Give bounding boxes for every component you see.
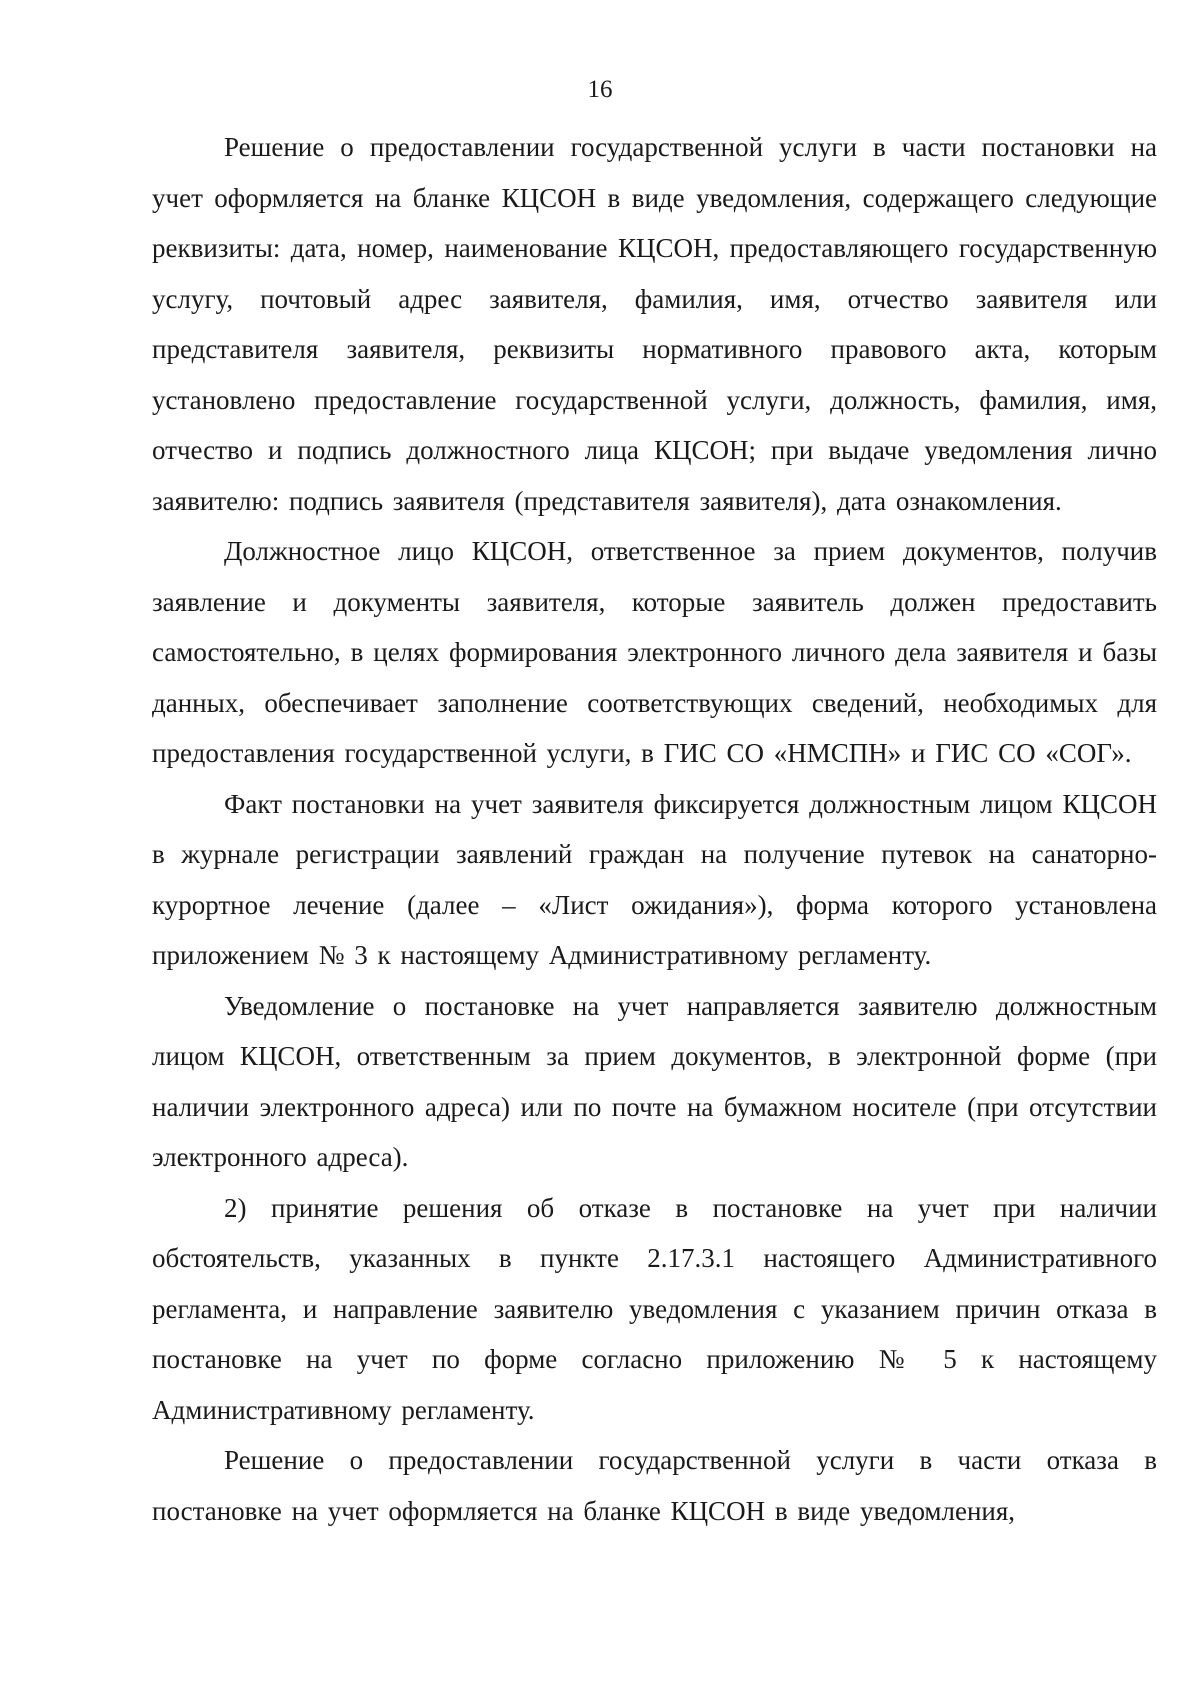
body-text (152, 122, 1157, 1536)
paragraph-registration-journal: Факт постановки на учет заявителя фиксируется должностным лицом КЦСОН в журнале регистрации заявлений граждан на получение путевок на санаторно-курортное лечение (далее – «Лист ожидания»), форма которого установлена приложением № 3 к настоящему Административному регламенту. (152, 788, 1157, 970)
paragraph-refusal-decision: 2) принятие решения об отказе в постановке на учет при наличии обстоятельств, указанных в пункте 2.17.3.1 настоящего Административного регламента, и направление заявителю уведомления с указанием причин отказа в постановке на учет по форме согласно приложению № 5 к настоящему Административному регламенту. (152, 1192, 1157, 1425)
page-number: 16 (587, 76, 613, 103)
paragraph-notification-requisites: Решение о предоставлении государственной услуги в части постановки на учет оформляется на бланке КЦСОН в виде уведомления, содержащего следующие реквизиты: дата, номер, наименование КЦСОН, предоставляющего государственную услугу, почтовый адрес заявителя, фамилия, имя, отчество заявителя или представителя заявителя, реквизиты нормативного правового акта, которым установлено предоставление государственной услуги, должность, фамилия, имя, отчество и подпись должностного лица КЦСОН; при выдаче уведомления лично заявителю: подпись заявителя (представителя заявителя), дата ознакомления. (152, 132, 1157, 516)
paragraph-notification-delivery: Уведомление о постановке на учет направляется заявителю должностным лицом КЦСОН, ответственным за прием документов, в электронной форме (при наличии электронного адреса) или по почте на бумажном носителе (при отсутствии электронного адреса). (152, 990, 1157, 1172)
paragraph-refusal-notification: Решение о предоставлении государственной услуги в части отказа в постановке на учет оформляется на бланке КЦСОН в виде уведомления, (152, 1445, 1157, 1526)
paragraph-official-data-entry: Должностное лицо КЦСОН, ответственное за прием документов, получив заявление и документы заявителя, которые заявитель должен предоставить самостоятельно, в целях формирования электронного личного дела заявителя и базы данных, обеспечивает заполнение соответствующих сведений, необходимых для предоставления государственной услуги, в ГИС СО «НМСПН» и ГИС СО «СОГ». (152, 536, 1157, 768)
